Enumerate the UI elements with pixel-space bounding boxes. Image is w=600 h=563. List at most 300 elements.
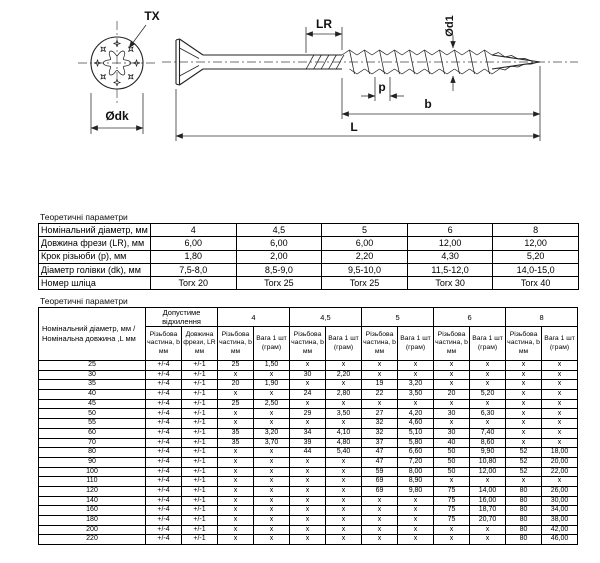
- table-row: [39, 263, 579, 276]
- value-cell: x: [290, 457, 326, 467]
- value-cell: Torx 30: [407, 277, 493, 290]
- sub-column-header: Вага 1 шт (грам): [470, 327, 506, 361]
- value-cell: x: [218, 535, 254, 545]
- value-cell: +/-1: [182, 370, 218, 380]
- sub-column-header: Вага 1 шт (грам): [326, 327, 362, 361]
- sub-column-header: Вага 1 шт (грам): [542, 327, 578, 361]
- value-cell: +/-4: [146, 506, 182, 516]
- value-cell: x: [326, 361, 362, 371]
- value-cell: 80: [506, 486, 542, 496]
- value-cell: x: [506, 477, 542, 487]
- value-cell: x: [290, 380, 326, 390]
- table-row: [39, 419, 578, 429]
- value-cell: x: [326, 506, 362, 516]
- value-cell: 12,00: [470, 467, 506, 477]
- value-cell: 32: [362, 428, 398, 438]
- value-cell: +/-4: [146, 399, 182, 409]
- value-cell: x: [254, 486, 290, 496]
- value-cell: Torx 40: [493, 277, 579, 290]
- value-cell: +/-1: [182, 525, 218, 535]
- value-cell: x: [254, 457, 290, 467]
- value-cell: 4,5: [236, 224, 322, 237]
- value-cell: x: [290, 467, 326, 477]
- label-b: b: [424, 97, 432, 111]
- value-cell: 8,5-9,0: [236, 263, 322, 276]
- value-cell: 27: [362, 409, 398, 419]
- value-cell: 11,5-12,0: [407, 263, 493, 276]
- value-cell: x: [470, 535, 506, 545]
- value-cell: x: [470, 361, 506, 371]
- value-cell: 26,00: [542, 486, 578, 496]
- tolerance-group-header: Допустиме відхилення: [146, 308, 218, 327]
- value-cell: 24: [290, 390, 326, 400]
- length-value: 120: [39, 486, 146, 496]
- value-cell: +/-1: [182, 399, 218, 409]
- value-cell: x: [542, 477, 578, 487]
- table-row: [39, 428, 578, 438]
- value-cell: 16,00: [470, 496, 506, 506]
- value-cell: x: [434, 525, 470, 535]
- value-cell: 30: [434, 409, 470, 419]
- value-cell: x: [434, 419, 470, 429]
- value-cell: 80: [506, 496, 542, 506]
- value-cell: x: [506, 361, 542, 371]
- value-cell: +/-1: [182, 506, 218, 516]
- col1-header: Номінальний діаметр, мм / Номінальна довжина ,L мм: [39, 308, 146, 361]
- value-cell: 12,00: [407, 237, 493, 250]
- value-cell: 4,60: [398, 419, 434, 429]
- value-cell: 7,5-8,0: [151, 263, 237, 276]
- value-cell: 10,80: [470, 457, 506, 467]
- value-cell: x: [506, 390, 542, 400]
- value-cell: 2,00: [236, 250, 322, 263]
- sub-column-header: Довжина фрези, LR мм: [182, 327, 218, 361]
- length-value: 160: [39, 506, 146, 516]
- value-cell: 8,00: [398, 467, 434, 477]
- value-cell: 40: [434, 438, 470, 448]
- value-cell: x: [326, 380, 362, 390]
- value-cell: +/-4: [146, 361, 182, 371]
- value-cell: 35: [218, 428, 254, 438]
- value-cell: 50: [434, 467, 470, 477]
- value-cell: x: [254, 370, 290, 380]
- table-row: [39, 506, 578, 516]
- value-cell: 44: [290, 448, 326, 458]
- value-cell: x: [290, 496, 326, 506]
- value-cell: 80: [506, 516, 542, 526]
- value-cell: +/-4: [146, 516, 182, 526]
- table-row: [39, 525, 578, 535]
- table-row: [39, 535, 578, 545]
- value-cell: 20: [218, 380, 254, 390]
- value-cell: +/-1: [182, 467, 218, 477]
- value-cell: x: [254, 516, 290, 526]
- value-cell: 80: [506, 535, 542, 545]
- value-cell: 9,80: [398, 486, 434, 496]
- value-cell: 20,70: [470, 516, 506, 526]
- length-value: 110: [39, 477, 146, 487]
- value-cell: 22,00: [542, 467, 578, 477]
- length-value: 60: [39, 428, 146, 438]
- sub-column-header: Різьбова частина, b мм: [434, 327, 470, 361]
- value-cell: 2,20: [322, 250, 408, 263]
- value-cell: x: [506, 428, 542, 438]
- value-cell: x: [254, 506, 290, 516]
- value-cell: 4,30: [407, 250, 493, 263]
- row-label: Довжина фрези (LR), мм: [39, 237, 151, 250]
- value-cell: x: [542, 428, 578, 438]
- value-cell: x: [218, 457, 254, 467]
- value-cell: +/-1: [182, 496, 218, 506]
- value-cell: x: [218, 409, 254, 419]
- value-cell: x: [362, 525, 398, 535]
- value-cell: x: [290, 486, 326, 496]
- value-cell: x: [398, 516, 434, 526]
- value-cell: 6,00: [322, 237, 408, 250]
- value-cell: 50: [434, 457, 470, 467]
- length-value: 45: [39, 399, 146, 409]
- value-cell: 18,70: [470, 506, 506, 516]
- value-cell: x: [470, 370, 506, 380]
- value-cell: x: [362, 496, 398, 506]
- value-cell: +/-1: [182, 535, 218, 545]
- diameter-group-header: 4,5: [290, 308, 362, 327]
- value-cell: 50: [434, 448, 470, 458]
- value-cell: x: [326, 496, 362, 506]
- value-cell: 34: [290, 428, 326, 438]
- value-cell: 14,0-15,0: [493, 263, 579, 276]
- table-row: [39, 250, 579, 263]
- value-cell: 20,00: [542, 457, 578, 467]
- value-cell: 22: [362, 390, 398, 400]
- value-cell: 35: [218, 438, 254, 448]
- screw-head-top-view: [78, 21, 156, 105]
- screw-technical-drawing: [0, 0, 600, 212]
- value-cell: x: [470, 525, 506, 535]
- length-value: 35: [39, 380, 146, 390]
- value-cell: 3,50: [326, 409, 362, 419]
- value-cell: x: [218, 525, 254, 535]
- value-cell: 9,90: [470, 448, 506, 458]
- value-cell: +/-4: [146, 477, 182, 487]
- length-value: 70: [39, 438, 146, 448]
- sub-column-header: Різьбова частина, b мм: [362, 327, 398, 361]
- label-l: L: [350, 120, 358, 134]
- value-cell: x: [362, 399, 398, 409]
- value-cell: x: [254, 496, 290, 506]
- diameter-group-header: 4: [218, 308, 290, 327]
- value-cell: Torx 25: [236, 277, 322, 290]
- value-cell: x: [254, 419, 290, 429]
- value-cell: 75: [434, 516, 470, 526]
- value-cell: 5,20: [493, 250, 579, 263]
- value-cell: 80: [506, 525, 542, 535]
- value-cell: x: [290, 361, 326, 371]
- value-cell: x: [362, 535, 398, 545]
- value-cell: x: [542, 380, 578, 390]
- value-cell: 1,80: [151, 250, 237, 263]
- value-cell: 8,90: [398, 477, 434, 487]
- table-row: [39, 224, 579, 237]
- value-cell: 6: [407, 224, 493, 237]
- value-cell: +/-4: [146, 535, 182, 545]
- value-cell: x: [506, 380, 542, 390]
- value-cell: x: [470, 399, 506, 409]
- value-cell: x: [470, 380, 506, 390]
- diameter-group-header: 8: [506, 308, 578, 327]
- value-cell: 47: [362, 448, 398, 458]
- value-cell: 30,00: [542, 496, 578, 506]
- label-tx: TX: [144, 9, 160, 23]
- value-cell: +/-1: [182, 361, 218, 371]
- value-cell: +/-4: [146, 390, 182, 400]
- value-cell: x: [506, 419, 542, 429]
- value-cell: 1,90: [254, 380, 290, 390]
- length-value: 100: [39, 467, 146, 477]
- value-cell: 18,00: [542, 448, 578, 458]
- value-cell: 3,70: [254, 438, 290, 448]
- table-row: [39, 237, 579, 250]
- value-cell: 6,60: [398, 448, 434, 458]
- table-row: [39, 516, 578, 526]
- label-lr: LR: [316, 17, 332, 31]
- value-cell: x: [290, 525, 326, 535]
- value-cell: 52: [506, 457, 542, 467]
- value-cell: x: [398, 399, 434, 409]
- value-cell: +/-1: [182, 409, 218, 419]
- value-cell: +/-1: [182, 380, 218, 390]
- value-cell: x: [218, 448, 254, 458]
- value-cell: x: [362, 506, 398, 516]
- label-p: p: [378, 80, 386, 94]
- value-cell: x: [398, 535, 434, 545]
- sub-column-header: Вага 1 шт (грам): [254, 327, 290, 361]
- value-cell: +/-4: [146, 457, 182, 467]
- value-cell: 34,00: [542, 506, 578, 516]
- value-cell: x: [434, 370, 470, 380]
- length-value: 40: [39, 390, 146, 400]
- value-cell: 30: [434, 428, 470, 438]
- row-label: Крок різьюби (p), мм: [39, 250, 151, 263]
- value-cell: 12,00: [493, 237, 579, 250]
- table-row: [39, 486, 578, 496]
- value-cell: 2,20: [326, 370, 362, 380]
- value-cell: x: [290, 477, 326, 487]
- length-value: 25: [39, 361, 146, 371]
- value-cell: x: [434, 399, 470, 409]
- value-cell: +/-4: [146, 496, 182, 506]
- value-cell: 47: [362, 457, 398, 467]
- table-row: [39, 390, 578, 400]
- sub-column-header: Різьбова частина, b мм: [218, 327, 254, 361]
- value-cell: +/-4: [146, 380, 182, 390]
- value-cell: 80: [506, 506, 542, 516]
- value-cell: x: [542, 361, 578, 371]
- value-cell: x: [434, 380, 470, 390]
- value-cell: +/-4: [146, 438, 182, 448]
- value-cell: +/-4: [146, 428, 182, 438]
- value-cell: x: [542, 409, 578, 419]
- value-cell: 14,00: [470, 486, 506, 496]
- value-cell: x: [506, 399, 542, 409]
- table-row: [39, 370, 578, 380]
- table-row: [39, 361, 578, 371]
- length-value: 220: [39, 535, 146, 545]
- value-cell: 20: [434, 390, 470, 400]
- value-cell: x: [326, 525, 362, 535]
- value-cell: +/-4: [146, 370, 182, 380]
- value-cell: x: [254, 477, 290, 487]
- value-cell: +/-1: [182, 438, 218, 448]
- value-cell: x: [218, 419, 254, 429]
- dimension-annotations: [91, 9, 540, 141]
- length-value: 30: [39, 370, 146, 380]
- value-cell: 38,00: [542, 516, 578, 526]
- value-cell: 32: [362, 419, 398, 429]
- value-cell: 5,80: [398, 438, 434, 448]
- value-cell: x: [326, 535, 362, 545]
- value-cell: 29: [290, 409, 326, 419]
- value-cell: 7,20: [398, 457, 434, 467]
- value-cell: 4: [151, 224, 237, 237]
- value-cell: +/-4: [146, 448, 182, 458]
- value-cell: x: [434, 477, 470, 487]
- value-cell: x: [470, 477, 506, 487]
- screw-side-view: [162, 39, 578, 85]
- table-row: [39, 477, 578, 487]
- value-cell: x: [326, 516, 362, 526]
- value-cell: 75: [434, 506, 470, 516]
- value-cell: x: [254, 467, 290, 477]
- value-cell: x: [290, 535, 326, 545]
- value-cell: 75: [434, 486, 470, 496]
- table-row: [39, 448, 578, 458]
- value-cell: x: [290, 419, 326, 429]
- value-cell: 8,60: [470, 438, 506, 448]
- table-row: [39, 496, 578, 506]
- value-cell: x: [254, 535, 290, 545]
- row-label: Номінальний діаметр, мм: [39, 224, 151, 237]
- value-cell: x: [506, 370, 542, 380]
- value-cell: x: [326, 399, 362, 409]
- value-cell: +/-1: [182, 477, 218, 487]
- value-cell: x: [542, 390, 578, 400]
- value-cell: x: [218, 496, 254, 506]
- table-row: [39, 457, 578, 467]
- value-cell: x: [218, 370, 254, 380]
- value-cell: x: [470, 419, 506, 429]
- value-cell: x: [326, 467, 362, 477]
- value-cell: x: [542, 399, 578, 409]
- value-cell: 19: [362, 380, 398, 390]
- sub-column-header: Різьбова частина, b мм: [506, 327, 542, 361]
- length-value: 180: [39, 516, 146, 526]
- value-cell: x: [326, 419, 362, 429]
- value-cell: 39: [290, 438, 326, 448]
- value-cell: +/-4: [146, 419, 182, 429]
- value-cell: 5: [322, 224, 408, 237]
- value-cell: +/-1: [182, 486, 218, 496]
- value-cell: x: [290, 516, 326, 526]
- value-cell: +/-4: [146, 525, 182, 535]
- value-cell: x: [218, 467, 254, 477]
- value-cell: +/-1: [182, 516, 218, 526]
- length-value: 90: [39, 457, 146, 467]
- value-cell: 5,20: [470, 390, 506, 400]
- label-dk: Ødk: [105, 109, 129, 123]
- value-cell: x: [218, 390, 254, 400]
- value-cell: 2,50: [254, 399, 290, 409]
- value-cell: +/-4: [146, 467, 182, 477]
- value-cell: 1,50: [254, 361, 290, 371]
- value-cell: x: [398, 361, 434, 371]
- table-row: [39, 399, 578, 409]
- value-cell: x: [398, 525, 434, 535]
- theoretical-parameters-table: [38, 223, 579, 290]
- value-cell: x: [434, 361, 470, 371]
- value-cell: x: [254, 409, 290, 419]
- table-row: [39, 438, 578, 448]
- value-cell: 37: [362, 438, 398, 448]
- diameter-group-header: 6: [434, 308, 506, 327]
- value-cell: x: [254, 448, 290, 458]
- value-cell: Torx 20: [151, 277, 237, 290]
- dimensions-weight-table: [38, 307, 578, 545]
- label-d1: Ød1: [444, 15, 456, 37]
- value-cell: 6,30: [470, 409, 506, 419]
- value-cell: +/-1: [182, 457, 218, 467]
- value-cell: 2,80: [326, 390, 362, 400]
- value-cell: x: [290, 399, 326, 409]
- length-value: 140: [39, 496, 146, 506]
- value-cell: x: [218, 477, 254, 487]
- value-cell: +/-4: [146, 409, 182, 419]
- sub-column-header: Різьбова частина, b мм: [290, 327, 326, 361]
- value-cell: +/-1: [182, 448, 218, 458]
- length-value: 200: [39, 525, 146, 535]
- table1-title: Теоретичні параметри: [40, 212, 128, 222]
- value-cell: 7,40: [470, 428, 506, 438]
- value-cell: x: [506, 409, 542, 419]
- value-cell: 6,00: [151, 237, 237, 250]
- value-cell: x: [218, 506, 254, 516]
- table-row: [39, 380, 578, 390]
- value-cell: x: [326, 477, 362, 487]
- value-cell: 75: [434, 496, 470, 506]
- value-cell: 4,80: [326, 438, 362, 448]
- row-label: Діаметр голівки (dk), мм: [39, 263, 151, 276]
- value-cell: 6,00: [236, 237, 322, 250]
- value-cell: x: [362, 516, 398, 526]
- table-row: [39, 467, 578, 477]
- value-cell: 52: [506, 448, 542, 458]
- value-cell: x: [542, 438, 578, 448]
- value-cell: 69: [362, 477, 398, 487]
- table-row: [39, 277, 579, 290]
- value-cell: x: [326, 486, 362, 496]
- value-cell: Torx 25: [322, 277, 408, 290]
- value-cell: 3,20: [254, 428, 290, 438]
- row-label: Номер шліца: [39, 277, 151, 290]
- value-cell: 52: [506, 467, 542, 477]
- value-cell: 42,00: [542, 525, 578, 535]
- value-cell: +/-4: [146, 486, 182, 496]
- value-cell: 25: [218, 361, 254, 371]
- value-cell: x: [326, 457, 362, 467]
- value-cell: x: [362, 361, 398, 371]
- value-cell: x: [434, 535, 470, 545]
- value-cell: 8: [493, 224, 579, 237]
